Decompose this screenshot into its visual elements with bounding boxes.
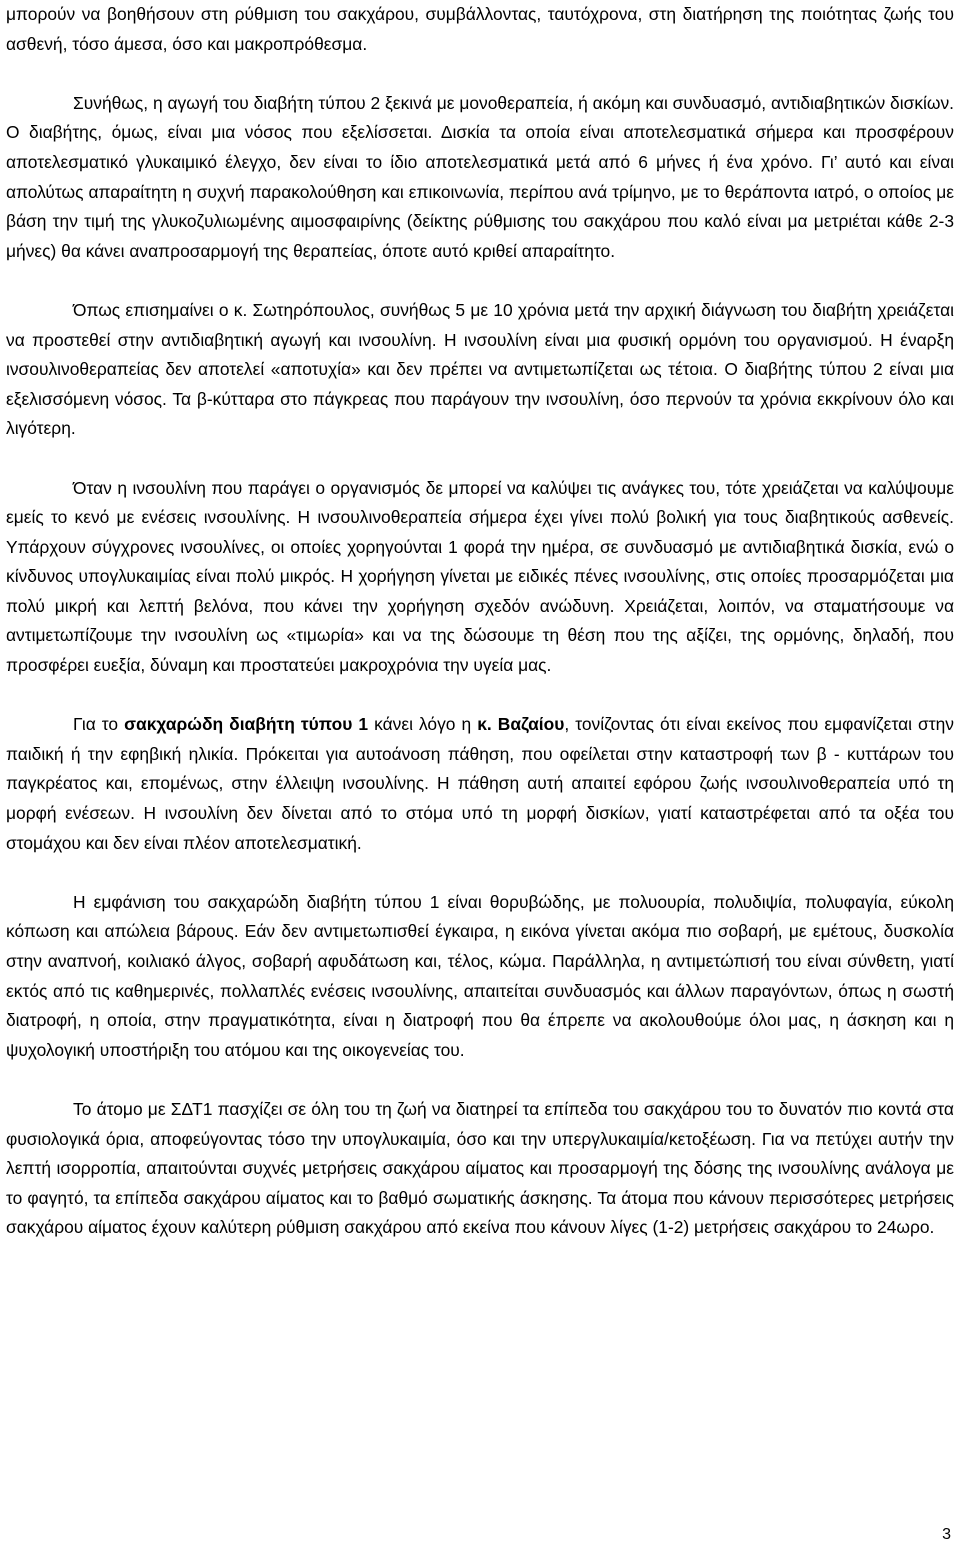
- paragraph-type2-treatment: Συνήθως, η αγωγή του διαβήτη τύπου 2 ξεκινά με μονοθεραπεία, ή ακόμη και συνδυασμό, αντιδιαβητικών δισκίων. Ο διαβήτης, όμως, είναι μια νόσος που εξελίσσεται. Δισκία τα οποία είναι αποτελεσματικά σήμερα και προσφέρουν αποτελεσματικό γλυκαιμικό έλεγχο, δεν είναι το ίδιο αποτελεσματικά μετά από 6 μήνες ή ένα χρόνο. Γι’ αυτό και είναι απολύτως απαραίτητη η συχνή παρακολούθηση και επικοινωνία, περίπου ανά τρίμηνο, με το θεράποντα ιατρό, ο οποίος με βάση την τιμή της γλυκοζυλιωμένης αιμοσφαιρίνης (δείκτης ρύθμισης του σακχάρου που καλό είναι μα μετριέται κάθε 2-3 μήνες) θα κάνει αναπροσαρμογή της θεραπείας, όποτε αυτό κριθεί απαραίτητο.: [6, 92, 954, 261]
- document-body: [6, 0, 954, 1243]
- text-run: κάνει λόγο η: [368, 714, 478, 735]
- paragraph-type1-diabetes: [6, 710, 954, 858]
- paragraph-insulin-addition: Όπως επισημαίνει ο κ. Σωτηρόπουλος, συνήθως 5 με 10 χρόνια μετά την αρχική διάγνωση του διαβήτη χρειάζεται να προστεθεί στην αντιδιαβητική αγωγή και ινσουλίνη. Η ινσουλίνη είναι μια φυσική ορμόνη του οργανισμού. Η έναρξη ινσουλινοθεραπείας δεν αποτελεί «αποτυχία» και δεν πρέπει να αντιμετωπίζεται ως τέτοια. Ο διαβήτης τύπου 2 είναι μια εξελισσόμενη νόσος. Τα β-κύτταρα στο πάγκρεας που παράγουν την ινσουλίνη, όσο περνούν τα χρόνια εκκρίνουν όλο και λιγότερη.: [6, 299, 954, 439]
- bold-speaker-name: κ. Βαζαίου: [477, 714, 565, 735]
- bold-term-type1: σακχαρώδη διαβήτη τύπου 1: [124, 714, 369, 735]
- paragraph-sdt1-monitoring: Το άτομο με ΣΔΤ1 πασχίζει σε όλη του τη ζωή να διατηρεί τα επίπεδα του σακχάρου του το δυνατόν πιο κοντά στα φυσιολογικά όρια, αποφεύγοντας τόσο την υπογλυκαιμία, όσο και την υπεργλυκαιμία/κετοξέωση. Για να πετύχει αυτήν την λεπτή ισορροπία, απαιτούνται συχνές μετρήσεις σακχάρου αίματος και προσαρμογή της δόσης της ινσουλίνης ανάλογα με το φαγητό, τα επίπεδα σακχάρου αίματος και το βαθμό σωματικής άσκησης. Τα άτομα που κάνουν περισσότερες μετρήσεις σακχάρου αίματος έχουν καλύτερη ρύθμιση σακχάρου από εκείνα που κάνουν λίγες (1-2) μετρήσεις σακχάρου το 24ωρο.: [6, 1098, 954, 1238]
- paragraph-insulin-therapy: Όταν η ινσουλίνη που παράγει ο οργανισμός δε μπορεί να καλύψει τις ανάγκες του, τότε χρειάζεται να καλύψουμε εμείς το κενό με ενέσεις ινσουλίνης. Η ινσουλινοθεραπεία σήμερα έχει γίνει πολύ βολική για τους διαβητικούς ασθενείς. Υπάρχουν σύγχρονες ινσουλίνες, οι οποίες χορηγούνται 1 φορά την ημέρα, σε συνδυασμό με αντιδιαβητικά δισκία, ενώ ο κίνδυνος υπογλυκαιμίας είναι πολύ μικρός. Η χορήγηση γίνεται με ειδικές πένες ινσουλίνης, στις οποίες προσαρμόζεται μια πολύ μικρή και λεπτή βελόνα, που κάνει την χορήγηση σχεδόν ανώδυνη. Χρειάζεται, λοιπόν, να σταματήσουμε να αντιμετωπίζουμε την ινσουλίνη ως «τιμωρία» και να της δώσουμε τη θέση που της αξίζει, της ορμόνης, δηλαδή, που προσφέρει ευεξία, δύναμη και προστατεύει μακροχρόνια την υγεία μας.: [6, 477, 954, 676]
- paragraph-type1-symptoms: Η εμφάνιση του σακχαρώδη διαβήτη τύπου 1 είναι θορυβώδης, με πολυουρία, πολυδιψία, πολυφαγία, εύκολη κόπωση και απώλεια βάρους. Εάν δεν αντιμετωπισθεί έγκαιρα, η εικόνα γίνεται ακόμα πιο σοβαρή, με εμέτους, δυσκολία στην αναπνοή, κοιλιακό άλγος, σοβαρή αφυδάτωση και, τέλος, κώμα. Παράλληλα, η αντιμετώπισή του είναι σύνθετη, γιατί εκτός από τις καθημερινές, πολλαπλές ενέσεις ινσουλίνης, απαιτείται συνδυασμός και άλλων παραγόντων, όπως η σωστή διατροφή, η οποία, στην πραγματικότητα, είναι η διατροφή που θα έπρεπε να ακολουθούμε όλοι μας, η άσκηση και η ψυχολογική υποστήριξη του ατόμου και της οικογενείας του.: [6, 891, 954, 1060]
- text-run: , τονίζοντας ότι είναι εκείνος που εμφανίζεται στην παιδική ή την εφηβική ηλικία. Πρόκειται για αυτοάνοση πάθηση, που οφείλεται στην καταστροφή των β - κυττάρων του παγκρέατος και, επομένως, στην έλλειψη ινσουλίνης. Η πάθηση αυτή απαιτεί εφόρου ζωής ινσουλινοθεραπεία υπό τη μορφή ενέσεων. Η ινσουλίνη δεν δίνεται από το στόμα υπό τη μορφή δισκίων, γιατί καταστρέφεται από τα οξέα του στομάχου και δεν είναι πλέον αποτελεσματική.: [6, 714, 954, 853]
- page-number: 3: [942, 1526, 951, 1543]
- text-run: Για το: [73, 714, 125, 735]
- paragraph-continuation: μπορούν να βοηθήσουν στη ρύθμιση του σακχάρου, συμβάλλοντας, ταυτόχρονα, στη διατήρηση της ποιότητας ζωής του ασθενή, τόσο άμεσα, όσο και μακροπρόθεσμα.: [6, 4, 954, 54]
